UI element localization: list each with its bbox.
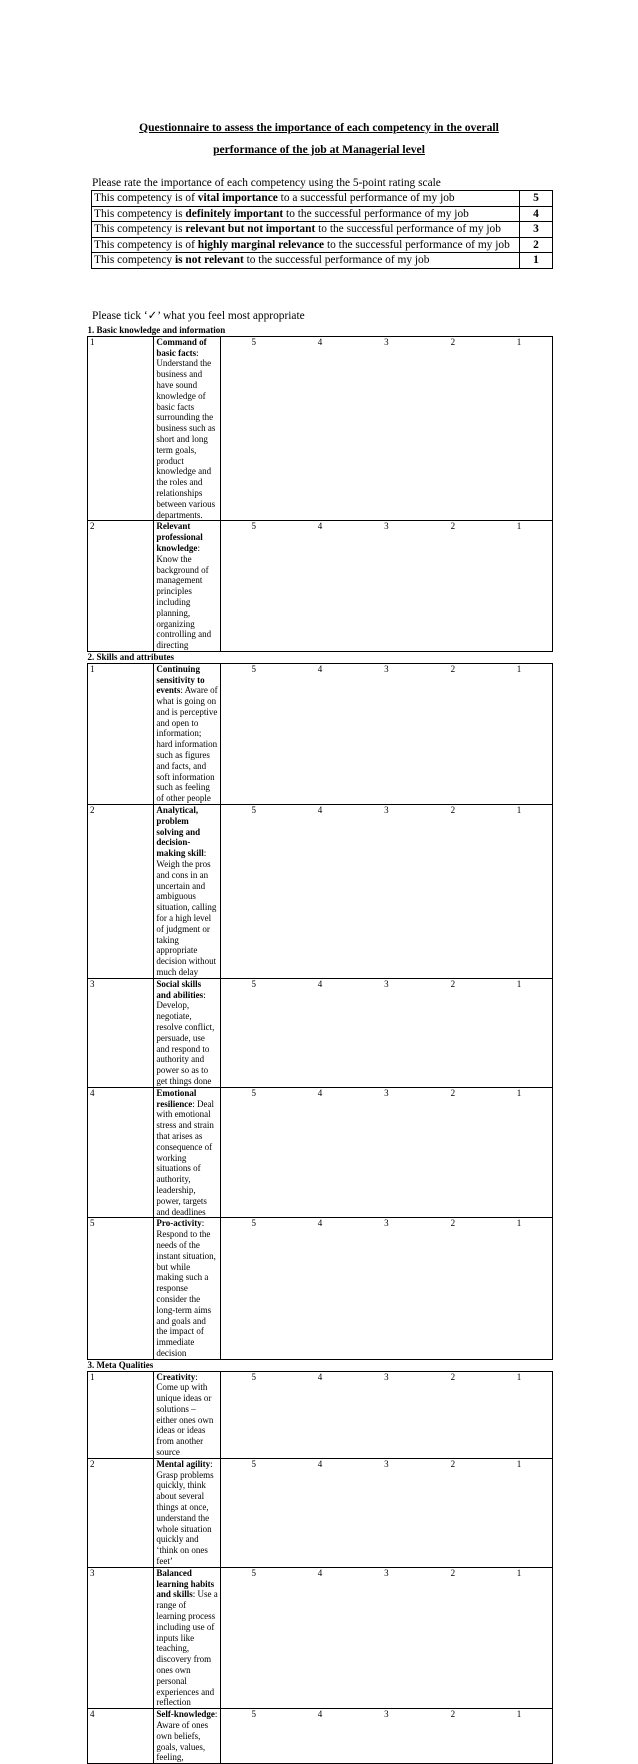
competency-row bbox=[88, 336, 553, 521]
rating-option-3[interactable]: 3 bbox=[353, 336, 419, 521]
rating-option-2[interactable]: 2 bbox=[420, 1458, 486, 1567]
rating-option-1[interactable]: 1 bbox=[486, 1567, 552, 1708]
rating-emphasis: relevant but not important bbox=[185, 223, 316, 235]
rating-scale-table bbox=[91, 190, 553, 269]
rating-option-2[interactable]: 2 bbox=[420, 1567, 486, 1708]
rating-option-4[interactable]: 4 bbox=[287, 805, 353, 979]
competency-description: : Deal with emotional stress and strain that arises as consequence of working situations of authority, leadership, power, targets and deadlines bbox=[156, 1098, 214, 1217]
competency-row bbox=[88, 1087, 553, 1218]
section-heading: 3. Meta Qualities bbox=[88, 1359, 553, 1371]
rating-option-1[interactable]: 1 bbox=[486, 663, 552, 804]
rating-option-3[interactable]: 3 bbox=[353, 1458, 419, 1567]
competency-text bbox=[154, 1087, 220, 1218]
rating-option-5[interactable]: 5 bbox=[220, 663, 286, 804]
rating-option-2[interactable]: 2 bbox=[420, 978, 486, 1087]
rating-description bbox=[92, 206, 520, 222]
competency-number: 1 bbox=[88, 336, 154, 521]
competency-number: 3 bbox=[88, 1567, 154, 1708]
rating-option-2[interactable]: 2 bbox=[420, 1709, 486, 1764]
rating-score: 1 bbox=[520, 253, 553, 269]
rating-option-4[interactable]: 4 bbox=[287, 336, 353, 521]
rating-option-3[interactable]: 3 bbox=[353, 521, 419, 652]
competency-name: Balanced learning habits and skills bbox=[156, 1567, 215, 1600]
competency-number: 2 bbox=[88, 521, 154, 652]
rating-option-4[interactable]: 4 bbox=[287, 1567, 353, 1708]
competency-name: Continuing sensitivity to events bbox=[156, 663, 205, 696]
section-heading-row bbox=[88, 325, 553, 336]
rating-description bbox=[92, 222, 520, 238]
document-title-line-2: performance of the job at Managerial level bbox=[213, 143, 425, 156]
rating-option-2[interactable]: 2 bbox=[420, 663, 486, 804]
competency-name: Emotional resilience bbox=[156, 1087, 197, 1109]
rating-option-2[interactable]: 2 bbox=[420, 1087, 486, 1218]
rating-post: to the successful performance of my job bbox=[283, 207, 469, 220]
rating-option-4[interactable]: 4 bbox=[287, 1087, 353, 1218]
rating-intro: Please rate the importance of each competency using the 5-point rating scale bbox=[92, 177, 441, 189]
rating-row bbox=[92, 191, 553, 207]
competency-text bbox=[154, 805, 220, 979]
competency-text bbox=[154, 1709, 220, 1764]
competency-name: Creativity bbox=[156, 1371, 196, 1382]
rating-score: 3 bbox=[520, 222, 553, 238]
rating-emphasis: definitely important bbox=[185, 207, 284, 220]
competency-description: : Understand the business and have sound knowledge of basic facts surrounding the business such as short and long term goals, product knowledge and the roles and relationships between various departments. bbox=[156, 347, 216, 520]
competency-name: Command of basic facts bbox=[156, 336, 207, 358]
rating-pre: This competency is bbox=[94, 207, 186, 220]
rating-option-5[interactable]: 5 bbox=[220, 1567, 286, 1708]
rating-option-5[interactable]: 5 bbox=[220, 1371, 286, 1458]
rating-option-5[interactable]: 5 bbox=[220, 1458, 286, 1567]
competency-number: 3 bbox=[88, 978, 154, 1087]
competency-text bbox=[154, 1458, 220, 1567]
competency-description: : Aware of what is going on and is perceptive and open to information; hard information such as figures and facts, and soft information such as feeling of other people bbox=[156, 685, 218, 804]
competency-text bbox=[154, 1371, 220, 1458]
section-heading-row bbox=[88, 651, 553, 663]
rating-option-4[interactable]: 4 bbox=[287, 978, 353, 1087]
competency-description: : Weigh the pros and cons in an uncertain and ambiguous situation, calling for a high level of judgment or taking appropriate decision without much delay bbox=[156, 848, 217, 978]
competency-number: 5 bbox=[88, 1218, 154, 1359]
rating-row bbox=[92, 222, 553, 238]
rating-option-1[interactable]: 1 bbox=[486, 1458, 552, 1567]
rating-option-5[interactable]: 5 bbox=[220, 805, 286, 979]
competency-row bbox=[88, 805, 553, 979]
rating-option-2[interactable]: 2 bbox=[420, 1218, 486, 1359]
competency-description: : Respond to the needs of the instant situation, but while making such a response consider the long-term aims and goals and the impact of immediate decision bbox=[156, 1218, 216, 1358]
competency-row bbox=[88, 1371, 553, 1458]
competency-row bbox=[88, 1218, 553, 1359]
rating-option-3[interactable]: 3 bbox=[353, 663, 419, 804]
competency-name: Mental agility bbox=[156, 1458, 211, 1469]
rating-pre: This competency bbox=[94, 254, 175, 266]
competency-text bbox=[154, 663, 220, 804]
rating-option-1[interactable]: 1 bbox=[486, 1087, 552, 1218]
rating-option-2[interactable]: 2 bbox=[420, 521, 486, 652]
rating-pre: This competency is bbox=[94, 223, 186, 235]
rating-emphasis: highly marginal relevance bbox=[197, 238, 325, 251]
document-title-line-1: Questionnaire to assess the importance of each competency in the overall bbox=[139, 121, 499, 134]
rating-pre: This competency is of bbox=[94, 238, 198, 251]
rating-option-4[interactable]: 4 bbox=[287, 1709, 353, 1764]
rating-description bbox=[92, 237, 520, 253]
rating-emphasis: is not relevant bbox=[174, 254, 244, 266]
competency-text bbox=[154, 1567, 220, 1708]
rating-option-1[interactable]: 1 bbox=[486, 336, 552, 521]
rating-option-3[interactable]: 3 bbox=[353, 805, 419, 979]
rating-option-4[interactable]: 4 bbox=[287, 1371, 353, 1458]
competency-number: 1 bbox=[88, 663, 154, 804]
rating-option-5[interactable]: 5 bbox=[220, 1218, 286, 1359]
competency-name: Relevant professional knowledge bbox=[156, 521, 203, 553]
rating-option-1[interactable]: 1 bbox=[486, 805, 552, 979]
rating-option-4[interactable]: 4 bbox=[287, 1218, 353, 1359]
competency-row bbox=[88, 1709, 553, 1764]
rating-post: to the successful performance of my job bbox=[315, 223, 501, 235]
competency-row bbox=[88, 1458, 553, 1567]
competency-name: Pro-activity bbox=[156, 1218, 202, 1229]
rating-option-5[interactable]: 5 bbox=[220, 521, 286, 652]
competency-description: : Grasp problems quickly, think about several things at once, understand the whole situation quickly and ‘think on ones feet’ bbox=[156, 1458, 214, 1567]
rating-score: 5 bbox=[520, 191, 553, 207]
competency-number: 2 bbox=[88, 1458, 154, 1567]
rating-option-4[interactable]: 4 bbox=[287, 521, 353, 652]
rating-option-1[interactable]: 1 bbox=[486, 978, 552, 1087]
competency-row bbox=[88, 978, 553, 1087]
section-heading: 1. Basic knowledge and information bbox=[88, 325, 553, 336]
rating-option-3[interactable]: 3 bbox=[353, 1709, 419, 1764]
section-heading: 2. Skills and attributes bbox=[88, 651, 553, 663]
competency-text bbox=[154, 336, 220, 521]
competency-text bbox=[154, 978, 220, 1087]
competency-description: : Develop, negotiate, resolve conflict, persuade, use and respond to authority and power so as to get things done bbox=[156, 989, 215, 1086]
rating-post: to a successful performance of my job bbox=[277, 192, 455, 204]
competency-name: Analytical, problem solving and decision-making skill bbox=[156, 805, 204, 859]
competency-description: : Use a range of learning process including use of inputs like teaching, discovery from ones own personal experiences and reflection bbox=[156, 1589, 218, 1708]
competency-row bbox=[88, 521, 553, 652]
competency-description: : Know the background of management principles including planning, organizing controlling and directing bbox=[156, 542, 212, 651]
competency-description: : Come up with unique ideas or solutions – either ones own ideas or ideas from another source bbox=[156, 1371, 214, 1458]
rating-row bbox=[92, 253, 553, 269]
competency-number: 2 bbox=[88, 805, 154, 979]
rating-option-5[interactable]: 5 bbox=[220, 978, 286, 1087]
rating-description bbox=[92, 191, 520, 207]
rating-option-3[interactable]: 3 bbox=[353, 1567, 419, 1708]
rating-option-2[interactable]: 2 bbox=[420, 336, 486, 521]
competency-name: Self-knowledge bbox=[156, 1709, 215, 1720]
competency-text bbox=[154, 521, 220, 652]
rating-option-4[interactable]: 4 bbox=[287, 663, 353, 804]
rating-option-5[interactable]: 5 bbox=[220, 1709, 286, 1764]
rating-row bbox=[92, 237, 553, 253]
rating-option-2[interactable]: 2 bbox=[420, 805, 486, 979]
rating-post: to the successful performance of my job bbox=[324, 238, 510, 251]
rating-score: 2 bbox=[520, 237, 553, 253]
competency-description: : Aware of ones own beliefs, goals, values, feeling, bbox=[156, 1709, 218, 1763]
rating-option-3[interactable]: 3 bbox=[353, 1218, 419, 1359]
competency-name: Social skills and abilities bbox=[156, 978, 204, 1000]
rating-post: to the successful performance of my job bbox=[243, 254, 430, 266]
rating-option-2[interactable]: 2 bbox=[420, 1371, 486, 1458]
competency-row bbox=[88, 1567, 553, 1708]
tick-instruction: Please tick ‘✓’ what you feel most appropriate bbox=[92, 310, 305, 322]
rating-option-4[interactable]: 4 bbox=[287, 1458, 353, 1567]
rating-option-1[interactable]: 1 bbox=[486, 1371, 552, 1458]
competency-row bbox=[88, 663, 553, 804]
rating-option-5[interactable]: 5 bbox=[220, 1087, 286, 1218]
rating-option-1[interactable]: 1 bbox=[486, 1709, 552, 1764]
rating-option-5[interactable]: 5 bbox=[220, 336, 286, 521]
rating-option-1[interactable]: 1 bbox=[486, 521, 552, 652]
rating-option-3[interactable]: 3 bbox=[353, 1087, 419, 1218]
section-heading-row bbox=[88, 1359, 553, 1371]
rating-row bbox=[92, 206, 553, 222]
competency-table bbox=[87, 325, 553, 1764]
competency-number: 4 bbox=[88, 1709, 154, 1764]
rating-option-3[interactable]: 3 bbox=[353, 1371, 419, 1458]
rating-option-3[interactable]: 3 bbox=[353, 978, 419, 1087]
competency-number: 1 bbox=[88, 1371, 154, 1458]
rating-option-1[interactable]: 1 bbox=[486, 1218, 552, 1359]
rating-pre: This competency is of bbox=[94, 192, 198, 204]
rating-description bbox=[92, 253, 520, 269]
rating-emphasis: vital importance bbox=[197, 192, 278, 204]
competency-number: 4 bbox=[88, 1087, 154, 1218]
rating-score: 4 bbox=[520, 206, 553, 222]
competency-text bbox=[154, 1218, 220, 1359]
